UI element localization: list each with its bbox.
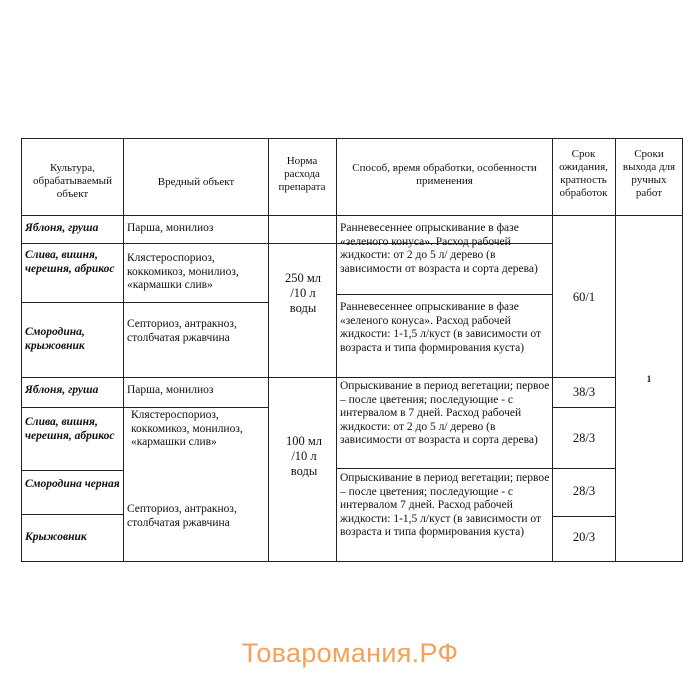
header-rate: Норма расхода препарата [278,155,326,193]
table-border-left [21,138,22,562]
header-crop: Культура, обрабатываемый объект [33,162,112,200]
pest-cell-merged: Септориоз, антракноз, столбчатая ржавчина [127,503,237,529]
crop-cell: Смородина черная [25,478,120,490]
row-divider [552,407,615,408]
row-divider [552,516,615,517]
table-border-bottom [21,561,682,562]
column-divider [123,138,124,562]
row-divider [336,468,615,469]
pest-cell: Парша, монилиоз [127,384,214,396]
crop-cell: Слива, вишня, черешня, абрикос [25,416,115,442]
column-divider [336,138,337,562]
waiting-cell: 60/1 [572,290,596,304]
crop-cell: Яблоня, груша [25,222,99,234]
waiting-cell: 28/3 [572,484,596,498]
method-cell: Опрыскивание в период вегетации; первое – после цветения; последующие - с интервалом 7 дней. Расход рабочей жидкости: 1-1,5 л/куст (в зависимости от возраста и типа формирования куста) [340,472,550,538]
exit-cell: 1 [646,374,652,384]
pest-cell: Клястероспориоз, коккомикоз, монилиоз, «кармашки слив» [127,252,239,291]
header-exit: Сроки выхода для ручных работ [622,148,676,199]
method-cell: Ранневесеннее опрыскивание в фазе «зеленого конуса». Расход рабочей жидкости: от 2 до 5 л/ дерево (в зависимости от возраста и сорта дерева) [340,222,538,275]
waiting-cell: 28/3 [572,431,596,445]
rate-cell: 100 мл /10 л воды [285,434,323,478]
watermark: Товаромания.РФ [241,638,459,668]
row-divider [21,302,268,303]
waiting-cell: 20/3 [572,530,596,544]
table-border-right [682,138,683,562]
method-cell: Опрыскивание в период вегетации; первое – после цветения; последующие - с интервалом в 7 дней. Расход рабочей жидкости: от 2 до 5 л/ дерево (в зависимости от возраста и сорта дерева) [340,380,550,446]
crop-cell: Крыжовник [25,531,87,543]
row-divider [21,377,615,378]
table-border-top [21,138,682,139]
waiting-cell: 38/3 [572,385,596,399]
method-cell: Ранневесеннее опрыскивание в фазе «зеленого конуса». Расход рабочей жидкости: 1-1,5 л/куст (в зависимости от возраста и типа формирования куста) [340,301,542,354]
column-divider [615,138,616,562]
header-pest: Вредный объект [157,176,235,188]
column-divider [268,138,269,562]
header-bottom-line [21,215,682,216]
row-divider [21,407,268,408]
crop-cell: Слива, вишня, черешня, абрикос [25,249,115,275]
row-divider [21,470,124,471]
rate-cell: 250 мл /10 л воды [284,271,322,315]
crop-cell: Яблоня, груша [25,384,99,396]
pest-cell: Клястероспориоз, коккомикоз, монилиоз, «кармашки слив» [131,409,243,448]
header-waiting: Срок ожидания, кратность обработок [559,148,608,199]
row-divider [21,514,124,515]
pest-cell: Септориоз, антракноз, столбчатая ржавчина [127,318,237,344]
pest-cell: Парша, монилиоз [127,222,214,234]
row-divider [336,294,552,295]
crop-cell: Смородина, крыжовник [25,326,85,352]
header-method: Способ, время обработки, особенности применения [352,162,537,187]
